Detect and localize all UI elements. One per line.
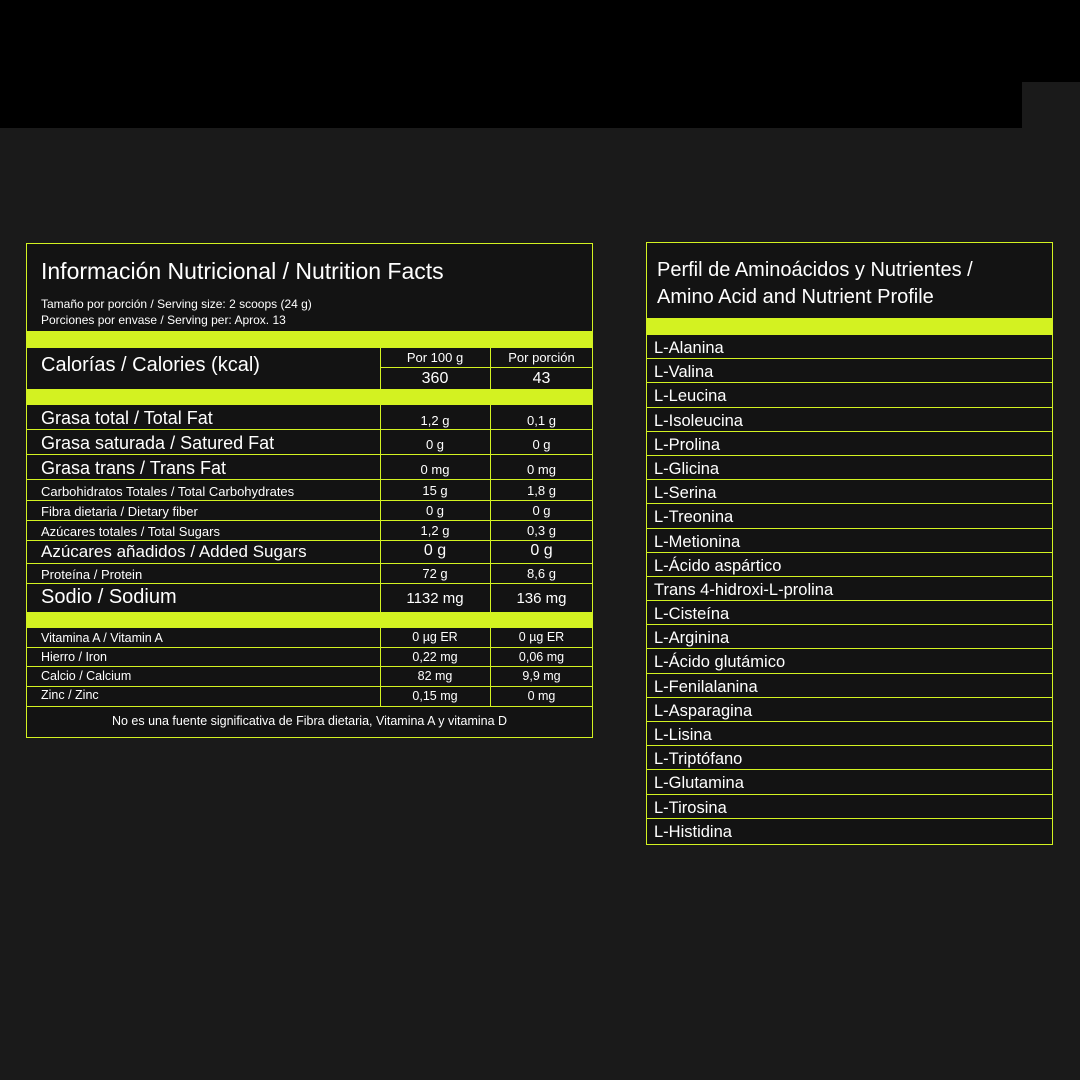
nutrient-label: Grasa total / Total Fat bbox=[41, 408, 213, 428]
mineral-label: Calcio / Calcium bbox=[41, 669, 132, 683]
nutrient-row bbox=[27, 405, 592, 430]
top-black-band bbox=[0, 0, 1022, 128]
nutrient-row bbox=[27, 541, 592, 564]
nutrient-label: Proteína / Protein bbox=[41, 567, 143, 582]
amino-list bbox=[647, 335, 1052, 843]
accent-bar bbox=[647, 318, 1052, 335]
nutrient-row bbox=[27, 430, 592, 455]
nutrient-per100: 0 g bbox=[425, 437, 445, 452]
nutrient-perserving: 0 g bbox=[532, 437, 551, 452]
calories-label: Calorías / Calories (kcal) bbox=[41, 354, 260, 376]
nutrient-label: Azúcares totales / Total Sugars bbox=[41, 524, 220, 539]
nutrient-row bbox=[27, 480, 592, 501]
nutrient-per100: 1,2 g bbox=[420, 413, 450, 428]
amino-item: L-Prolina bbox=[647, 432, 1052, 456]
accent-bar bbox=[27, 389, 592, 405]
nutrient-row bbox=[27, 501, 592, 521]
amino-item: L-Glicina bbox=[647, 456, 1052, 480]
nutrient-row bbox=[27, 564, 592, 584]
amino-item: L-Leucina bbox=[647, 383, 1052, 407]
mineral-row bbox=[27, 667, 592, 687]
nutrient-perserving: 0 g bbox=[532, 503, 551, 518]
amino-item: L-Arginina bbox=[647, 625, 1052, 649]
mineral-per100: 82 mg bbox=[417, 669, 453, 683]
col-header-perserving: Por porción bbox=[508, 350, 575, 365]
nutrient-per100: 1132 mg bbox=[406, 590, 464, 607]
amino-item: L-Histidina bbox=[654, 822, 732, 841]
amino-item: L-Lisina bbox=[647, 722, 1052, 746]
amino-item: L-Tirosina bbox=[647, 795, 1052, 819]
amino-item: L-Metionina bbox=[647, 529, 1052, 553]
amino-item: L-Triptófano bbox=[647, 746, 1052, 770]
nutrition-facts-panel bbox=[26, 243, 593, 738]
amino-item: L-Fenilalanina bbox=[647, 674, 1052, 698]
amino-item: L-Ácido aspártico bbox=[647, 553, 1052, 577]
accent-bar bbox=[27, 612, 592, 628]
amino-item: L-Asparagina bbox=[647, 698, 1052, 722]
mineral-label: Vitamina A / Vitamin A bbox=[41, 631, 163, 645]
nutrient-perserving: 0 g bbox=[530, 542, 553, 559]
amino-item: L-Cisteína bbox=[647, 601, 1052, 625]
nutrient-perserving: 0,1 g bbox=[527, 413, 556, 428]
nutrient-per100: 0 g bbox=[425, 503, 445, 518]
accent-bar bbox=[27, 331, 592, 348]
mineral-perserving: 0 mg bbox=[527, 689, 556, 703]
amino-item: L-Ácido glutámico bbox=[647, 649, 1052, 673]
nutrient-row bbox=[27, 521, 592, 541]
calories-per100: 360 bbox=[421, 370, 449, 387]
nutrient-per100: 0 g bbox=[423, 542, 447, 559]
column-divider bbox=[490, 405, 491, 612]
nutrient-perserving: 0,3 g bbox=[527, 523, 556, 538]
nutrient-row bbox=[27, 584, 592, 612]
nutrient-label: Grasa trans / Trans Fat bbox=[41, 458, 227, 478]
header-divider bbox=[380, 367, 593, 368]
footnote: No es una fuente significativa de Fibra dietaria, Vitamina A y vitamina D bbox=[111, 714, 508, 728]
nutrient-per100: 1,2 g bbox=[420, 523, 450, 538]
amino-item: Trans 4-hidroxi-L-prolina bbox=[647, 577, 1052, 601]
nutrient-label: Carbohidratos Totales / Total Carbohydrates bbox=[41, 484, 295, 499]
calories-perserving: 43 bbox=[532, 370, 551, 387]
calories-row bbox=[27, 348, 592, 389]
mineral-perserving: 9,9 mg bbox=[522, 669, 561, 683]
mineral-perserving: 0,06 mg bbox=[518, 650, 565, 664]
amino-item: L-Isoleucina bbox=[647, 408, 1052, 432]
column-divider bbox=[380, 348, 381, 389]
nutrient-per100: 0 mg bbox=[420, 462, 450, 477]
nutrient-label: Grasa saturada / Satured Fat bbox=[41, 433, 275, 453]
amino-title bbox=[657, 257, 973, 311]
column-divider bbox=[490, 628, 491, 707]
mineral-label: Hierro / Iron bbox=[41, 650, 107, 664]
nutrient-perserving: 0 mg bbox=[527, 462, 556, 477]
mineral-perserving: 0 µg ER bbox=[518, 630, 565, 644]
nutrient-per100: 15 g bbox=[422, 483, 448, 498]
amino-acid-panel bbox=[646, 242, 1053, 845]
mineral-per100: 0,22 mg bbox=[412, 650, 458, 664]
nutrient-per100: 72 g bbox=[422, 566, 448, 581]
mineral-per100: 0,15 mg bbox=[412, 689, 458, 703]
serving-info bbox=[41, 296, 312, 328]
amino-item: L-Alanina bbox=[647, 335, 1052, 359]
servings-per-container: Porciones por envase / Serving per: Aprox. 13 bbox=[41, 313, 286, 327]
mineral-row bbox=[27, 648, 592, 667]
amino-item: L-Serina bbox=[647, 480, 1052, 504]
nutrient-label: Fibra dietaria / Dietary fiber bbox=[41, 504, 198, 519]
amino-title-line1: Perfil de Aminoácidos y Nutrientes / bbox=[657, 259, 973, 281]
serving-size: Tamaño por porción / Serving size: 2 scoops (24 g) bbox=[41, 297, 312, 311]
column-divider bbox=[380, 405, 381, 612]
nutrition-title: Información Nutricional / Nutrition Facts bbox=[41, 258, 444, 284]
nutrient-row bbox=[27, 455, 592, 480]
mineral-per100: 0 µg ER bbox=[412, 630, 458, 644]
top-black-band-right bbox=[1022, 0, 1080, 82]
nutrient-perserving: 8,6 g bbox=[527, 566, 556, 581]
nutrient-label: Azúcares añadidos / Added Sugars bbox=[41, 542, 307, 561]
column-divider bbox=[490, 348, 491, 389]
amino-item: L-Valina bbox=[647, 359, 1052, 383]
nutrient-perserving: 1,8 g bbox=[527, 483, 556, 498]
column-divider bbox=[380, 628, 381, 707]
mineral-row bbox=[27, 628, 592, 648]
mineral-label: Zinc / Zinc bbox=[41, 688, 99, 702]
mineral-row bbox=[27, 687, 592, 707]
amino-item: L-Treonina bbox=[647, 504, 1052, 528]
nutrient-perserving: 136 mg bbox=[516, 590, 567, 607]
amino-item: L-Glutamina bbox=[647, 770, 1052, 794]
amino-title-line2: Amino Acid and Nutrient Profile bbox=[657, 286, 934, 308]
nutrient-label: Sodio / Sodium bbox=[41, 586, 177, 608]
col-header-per100: Por 100 g bbox=[406, 350, 464, 365]
